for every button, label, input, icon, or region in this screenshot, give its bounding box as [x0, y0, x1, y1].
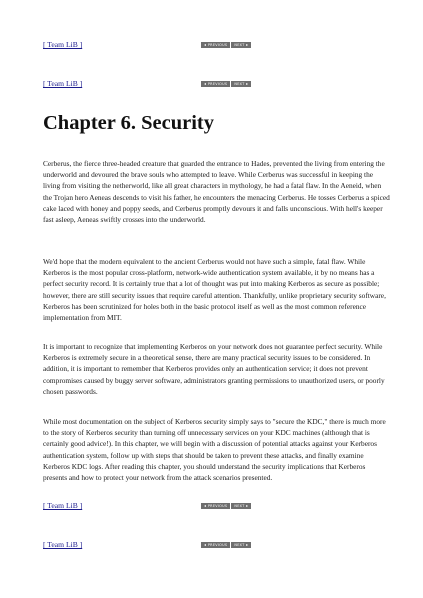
previous-button[interactable]: [201, 42, 230, 48]
previous-arrow-icon: ◂: [204, 542, 207, 547]
paragraph-4: While most documentation on the subject of Kerberos security simply says to "secure the KDC," there is much more to the story of Kerberos security than turning off unnecessary services on your KDC machines (although that is certainly good advice!). In this chapter, we will begin with a discussion of potential attacks against your Kerberos authentication system, follow up with steps that should be taken to prevent these attacks, and finally examine Kerberos KDC logs. After reading this chapter, you should understand the security implications that Kerberos presents and how to protect your network from the attack scenarios presented.: [43, 417, 386, 483]
chapter-title: Chapter 6. Security: [43, 112, 215, 134]
nav-row-top-2: [43, 79, 283, 91]
nav-buttons: [201, 81, 251, 87]
next-button[interactable]: [231, 81, 251, 87]
next-button[interactable]: [231, 542, 251, 548]
previous-arrow-icon: ◂: [204, 81, 207, 86]
next-label: NEXT: [234, 504, 245, 508]
nav-row-top-1: [43, 40, 283, 52]
previous-arrow-icon: ◂: [204, 42, 207, 47]
next-button[interactable]: [231, 42, 251, 48]
next-label: NEXT: [234, 43, 245, 47]
next-arrow-icon: ▸: [246, 542, 249, 547]
previous-label: PREVIOUS: [207, 504, 228, 508]
paragraph-1: Cerberus, the fierce three-headed creature that guarded the entrance to Hades, prevented the living from entering the underworld and devoured the brave souls who attempted to leave. While Cerberus was successful in keeping the living from visiting the netherworld, like all great characters in mythology, he had a fatal flaw. In the Aeneid, when the Trojan hero Aeneas descends to visit his father, he encounters the menacing Cerberus. He tosses Cerberus a spiced cake laced with honey and poppy seeds, and Cerberus promptly devours it and falls unconscious. With hell's keeper fast asleep, Aeneas swiftly crosses into the underworld.: [43, 159, 390, 225]
nav-row-bottom-2: [43, 540, 283, 552]
team-lib-link[interactable]: [ Team LiB ]: [43, 40, 83, 49]
previous-label: PREVIOUS: [207, 43, 228, 47]
nav-buttons: [201, 542, 251, 548]
nav-buttons: [201, 42, 251, 48]
previous-label: PREVIOUS: [207, 82, 228, 86]
team-lib-link[interactable]: [ Team LiB ]: [43, 79, 83, 88]
nav-row-bottom-1: [43, 501, 283, 513]
team-lib-link[interactable]: [ Team LiB ]: [43, 540, 83, 549]
next-label: NEXT: [234, 543, 245, 547]
next-arrow-icon: ▸: [246, 81, 249, 86]
next-arrow-icon: ▸: [246, 42, 249, 47]
next-label: NEXT: [234, 82, 245, 86]
previous-button[interactable]: [201, 81, 230, 87]
previous-label: PREVIOUS: [207, 543, 228, 547]
nav-buttons: [201, 503, 251, 509]
team-lib-link[interactable]: [ Team LiB ]: [43, 501, 83, 510]
next-button[interactable]: [231, 503, 251, 509]
paragraph-2: We'd hope that the modern equivalent to the ancient Cerberus would not have such a simple, fatal flaw. While Kerberos is the most popular cross-platform, network-wide authentication system available, it by no means has a perfect security record. It is certainly true that a lot of thought was put into making Kerberos as secure as possible; however, there are still security issues that require careful attention. Thankfully, unlike proprietary security software, Kerberos has been scrutinized for holes both in the basic protocol itself as well as the most common reference implementation from MIT.: [43, 257, 386, 323]
previous-arrow-icon: ◂: [204, 503, 207, 508]
next-arrow-icon: ▸: [246, 503, 249, 508]
previous-button[interactable]: [201, 542, 230, 548]
paragraph-3: It is important to recognize that implementing Kerberos on your network does not guarantee perfect security. While Kerberos is extremely secure in a theoretical sense, there are many practical security issues to be considered. In addition, it is important to remember that Kerberos provides only an authentication service; it does not prevent compromises caused by buggy server software, administrators granting permissions to unauthorized users, or poorly chosen passwords.: [43, 342, 385, 396]
previous-button[interactable]: [201, 503, 230, 509]
